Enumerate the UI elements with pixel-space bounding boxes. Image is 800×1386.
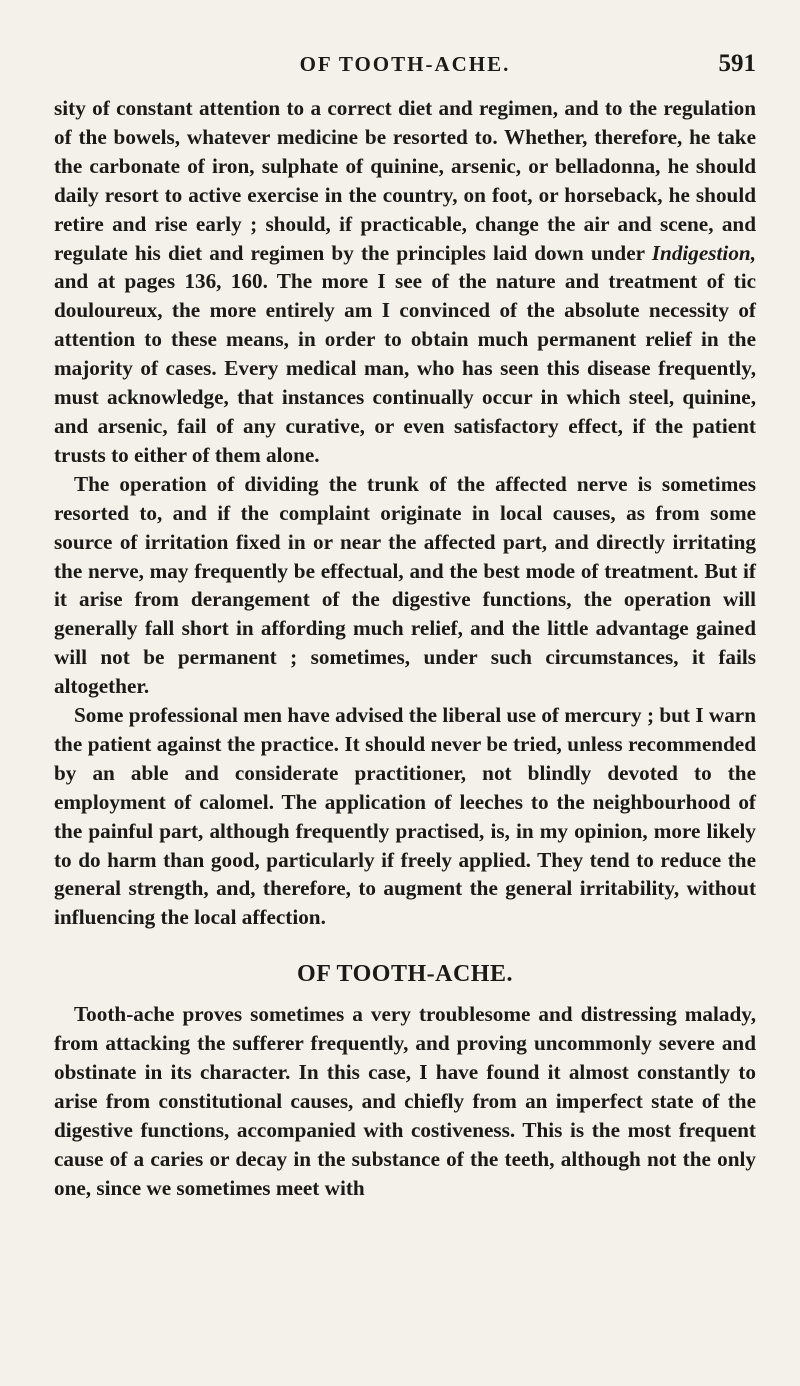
indigestion-reference: Indigestion,	[651, 240, 756, 265]
paragraph-1	[54, 94, 756, 470]
paragraph-3: Some professional men have advised the liberal use of mercury ; but I warn the patient against the practice. It should never be tried, unless recommended by an able and considerate practitioner, not blindly devoted to the employment of calomel. The application of leeches to the neighbourhood of the painful part, although frequently practised, is, in my opinion, more likely to do harm than good, particularly if freely applied. They tend to reduce the general strength, and, therefore, to augment the general irritability, without influencing the local affection.	[54, 703, 756, 930]
page-header	[54, 52, 756, 86]
paragraph-4: Tooth-ache proves sometimes a very troublesome and distressing malady, from attacking the sufferer frequently, and proving uncommonly severe and obstinate in its character. In this case, I have found it almost constantly to arise from constitutional causes, and chiefly from an imperfect state of the digestive functions, accompanied with costiveness. This is the most frequent cause of a caries or decay in the substance of the teeth, although not the only one, since we sometimes meet with	[54, 1002, 756, 1200]
body-text	[54, 94, 756, 1203]
paragraph-2: The operation of dividing the trunk of the affected nerve is sometimes resorted to, and if the complaint originate in local causes, as from some source of irritation fixed in or near the affected part, and directly irritating the nerve, may frequently be effectual, and the best mode of treatment. But if it arise from derangement of the digestive functions, the operation will generally fall short in affording much relief, and the little advantage gained will not be permanent ; sometimes, under such circumstances, it fails altogether.	[54, 471, 756, 699]
page-number: 591	[718, 50, 756, 77]
running-head: OF TOOTH-ACHE.	[299, 52, 511, 76]
paragraph-1-part-1: sity of constant attention to a correct diet and regimen, and to the regulation of the bowels, whatever medicine be resorted to. Whether, therefore, he take the carbonate of iron, sulphate of quinine, arsenic, or belladonna, he should daily resort to active exercise in the country, on foot, or horseback, he should retire and rise early ; should, if practicable, change the air and scene, and regulate his diet and regimen by the principles laid down under	[54, 96, 756, 265]
paragraph-1-part-2: and at pages 136, 160. The more I see of the nature and treatment of tic douloureux, the more entirely am I convinced of the absolute necessity of attention to these means, in order to obtain much permanent relief in the majority of cases. Every medical man, who has seen this disease frequently, must acknowledge, that instances continually occur in which steel, quinine, and arsenic, fail of any curative, or even satisfactory effect, if the patient trusts to either of them alone.	[54, 269, 756, 467]
section-heading: OF TOOTH-ACHE.	[297, 961, 513, 988]
